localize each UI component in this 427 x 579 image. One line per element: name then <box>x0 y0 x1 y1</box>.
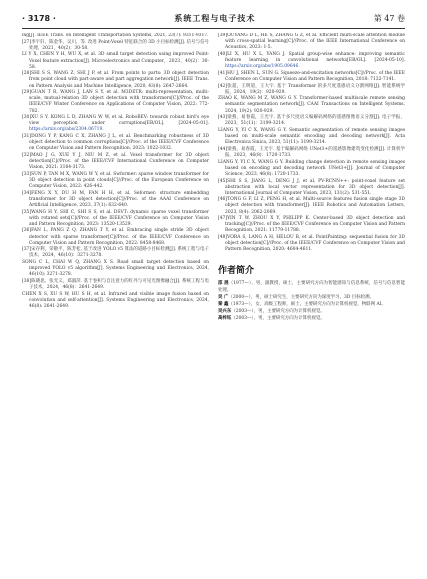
author-name: 高梓钰 <box>218 315 232 321</box>
header-rule <box>22 28 405 29</box>
reference-item: [42]张超，王明道，王大宇. 基于 Transformer 的多尺度遥感语义分割网络[J]. 智能系统学报，2024，19(2)：920-929. <box>218 83 405 95</box>
right-column <box>218 33 405 573</box>
reference-item: [29]GUAN T R, WANG J, LAN S Y, et al. M3DETR: multi-representation, multi-scale, mutual-relation 3D object detection with transformers[C]//Proc. of the IEEE/CVF Winter Conference on Applications of Computer Vision, 2022: 772-782. <box>22 90 209 114</box>
reference-item: [33]SUN P, TAN M X, WANG W Y, et al. Swformer: sparse window transformer for 3D object detection in point clouds[C]//Proc. of the European Conference on Computer Vision, 2022: 426-442. <box>22 171 209 189</box>
author-bio <box>218 316 405 322</box>
author-bio <box>218 281 405 293</box>
author-name: 吴兴东 <box>218 308 232 314</box>
reference-url-link[interactable]: https://arxiv.org/abs/1905.09646. <box>225 64 300 70</box>
reference-url-link[interactable]: https://arxiv.org/abs/2304.06719. <box>29 127 104 133</box>
reference-item: [43]梁燕，易春霞，王光宇. 基于多尺度语义编解码网络的遥感图像语义分割[J]. 电子学报，2023，51(11)：3199-3214. <box>218 115 405 127</box>
author-description: （2000—），男，硕士研究生，主要研究方向为深度学习，3D 目标检测。 <box>228 294 374 300</box>
reference-item: [32]MAO J G, XUE Y J, NIU M Z, et al. Voxel transformer for 3D object detection[C]//Proc. of the IEEE/CVF International Conference on Computer Vision, 2021: 3164-3173. <box>22 152 209 171</box>
reference-item: SONG C L, CHAI W Q, ZHANG X S. Road small target detection based on improved YOLO v5 algorithm[J]. Systems Engineering and Electronics, 2024, 46(10): 3271-3278. <box>22 260 209 278</box>
author-name: 吴 广 <box>218 294 229 300</box>
author-bio <box>218 295 405 301</box>
author-bio <box>218 309 405 315</box>
reference-item: [38]陈晓思，张光义，郑淑萍. 基于卷积与自注意力的红外与可见光图像融合[J]. 系统工程与电子技术，2024，46(8)：2641-2649. <box>22 278 209 291</box>
reference-item: [44]梁燕，易春霞，王光宇. 基于编解码网络 UNet3+的遥感影像建筑变化检测[J]. 计算机学报，2023，46(8)：1720-1733. <box>218 146 405 158</box>
page-number: · 3178 · <box>22 13 56 23</box>
author-description: （1977—），男，副教授，硕士，主要研究方向为智能感知与信息系统，信号与信息智能处理。 <box>218 281 405 293</box>
author-name: 邵 展 <box>218 281 229 287</box>
reference-item: ing[J]. IEEE Trans. on Intelligent Transportation Systems, 2021, 23(7): 9311-9317. <box>22 33 209 38</box>
volume-label: 第 47 卷 <box>373 13 405 23</box>
reference-item: [34]FENG X Y, DU H M, FAN H H, et al. Seformer: structure embedding transformer for 3D object detection[C]//Proc. of the AAAI Conference on Artificial Intelligence, 2023, 37(1): 632-640. <box>22 190 209 208</box>
author-description: （2003—），男，主要研究方向为计算机视觉。 <box>231 308 325 314</box>
reference-item: [46]TONG G F, LI Z, PENG H, et al. Multi-source features fusion single stage 3D object detection with transformer[J]. IEEE Robotics and Automation Letters, 2023, 8(4): 2062-2069. <box>218 197 405 215</box>
reference-item: LIANG Y, YI C X, WANG G Y. Semantic segmentation of remote sensing images based on multi-scale semantic encoding and decoding network[J]. Acta Electronica Sinica, 2023, 51(11): 3199-3214. <box>218 127 405 146</box>
reference-item: LI Y X, CHEN Y H, WU X, et al. 3D small target detection using improved Point-Voxel feature extraction[J]. Microelectronics and Computer，2023，40(2)：30-58. <box>22 52 209 70</box>
reference-item: [28]SHI S S, WANG Z, SHI J P, et al. From points to parts: 3D object detection from point cloud with part-aware and part aggregation network[J]. IEEE Trans. on Pattern Analysis and Machine Intelligence, 2020, 43(8): 2647-2664. <box>22 71 209 89</box>
reference-item: [31]DONG Y P, KANG C X, ZHANG J L, et al. Benchmarking robustness of 3D object detection to common corruptions[C]//Proc. of the IEEE/CVF Conference on Computer Vision and Pattern Recognition, 2023: 1022-1032. <box>22 134 209 152</box>
two-column-body <box>22 33 405 573</box>
author-description: （2003—），男，主要研究方向为计算机视觉。 <box>231 315 325 321</box>
reference-list-right <box>218 33 405 253</box>
reference-item: [48]VORA S, LANG A H, HELOU B, et al. PointPainting: sequential fusion for 3D object detection[C]//Proc. of the IEEE/CVF Conference on Computer Vision and Pattern Recognition, 2020: 4604-4611. <box>218 235 405 253</box>
reference-item: [47]YIN T W, ZHOU X Y, PHILIPP K. Center-based 3D object detection and tracking[C]//Proc. of the IEEE/CVF Conference on Computer Vision and Pattern Recognition, 2021: 11779-11788. <box>218 216 405 234</box>
author-section-title: 作者简介 <box>218 266 255 277</box>
author-bio <box>218 302 405 308</box>
reference-item: [40]LI X, HU X L, YANG J. Spatial group-wise enhance: improving semantic feature learning in convolutional networks[EB/OL]. [2024-05-10]. https://arxiv.org/abs/1905.09646. <box>218 51 405 70</box>
journal-title: 系统工程与电子技术 <box>174 12 256 23</box>
reference-item: LIANG Y, YI C X, WANG G Y. Building change detection in remote sensing images based on encoding and decoding network UNet3+[J]. Journal of Computer Science, 2023, 46(8): 1720-1733. <box>218 159 405 177</box>
page-header <box>22 10 405 26</box>
reference-item: [27]李宇轩，陈金华，吴川，等. 改进 Point-Voxel 特征联合的 3D 小目标检测[J]. 信号与信号处理，2021，40(2)：30-58. <box>22 39 209 51</box>
author-bios <box>218 281 405 321</box>
reference-item: CHEN X S, XU S W, HU S H, et al. Infrared and visible image fusion based on convolution and self-attention[J]. Systems Engineering and Electronics, 2024, 46(8): 2641-2649. <box>22 291 209 309</box>
reference-item: [35]WANG H Y, SHI C, SHI S S, et al. DSVT: dynamic sparse voxel transformer with rotated sets[C]//Proc. of the IEEE/CVF Conference on Computer Vision and Pattern Recognition, 2023: 13520-13529. <box>22 209 209 227</box>
reference-item: ZHAO K, WANG M Z, WANG G Y. Transformer-based multiscale remote sensing semantic segmentation network[J]. CAAI Transactions on Intelligent Systems, 2024, 19(2): 920-929. <box>218 96 405 114</box>
reference-item: [37]宋存利，荣敬平，陈芳松. 基于改进 YOLO v5 算法的道路小目标检测[J]. 系统工程与电子技术，2024，46(10)：3271-3278. <box>22 247 209 259</box>
reference-item: [45]SHI S S, JIANG L, DENG J J, et al. PV-RCNN++: point-voxel feature set abstraction with local vector representation for 3D object detection[J]. International Journal of Computer Vision, 2023, 131(2): 531-551. <box>218 178 405 196</box>
author-description: （1973—），女，高级工程师，硕士，主要研究方向为计算机视觉、物联网 AI。 <box>228 301 386 307</box>
reference-item: [30]XU S Y, KONG L D, ZHANG W W, et al. RoboBEV: towards robust bird's eye view perception under corruptions[EB/OL]. [2024-05-01]. https://arxiv.org/abs/2304.06719. <box>22 115 209 133</box>
left-column <box>22 33 209 573</box>
reference-item: [36]FAN L, PANG Z Q, ZHANG T Y, et al. Embracing single stride 3D object detector with sparse transformer[C]//Proc. of the IEEE/CVF Conference on Computer Vision and Pattern Recognition, 2022: 8458-8468. <box>22 228 209 246</box>
author-name: 秦 鑫 <box>218 301 229 307</box>
reference-item: [39]OUYANG D L, HE S, ZHANG G Z, et al. Efficient multi-scale attention module with cross-spatial learning[C]//Proc. of the IEEE International Conference on Acoustics, 2023: 1-5. <box>218 33 405 51</box>
reference-item: [41]HU J, SHEN L, SUN G. Squeeze-and-excitation networks[C]//Proc. of the IEEE Conference on Computer Vision and Pattern Recognition, 2018: 7132-7141. <box>218 70 405 82</box>
reference-list-left <box>22 33 209 310</box>
